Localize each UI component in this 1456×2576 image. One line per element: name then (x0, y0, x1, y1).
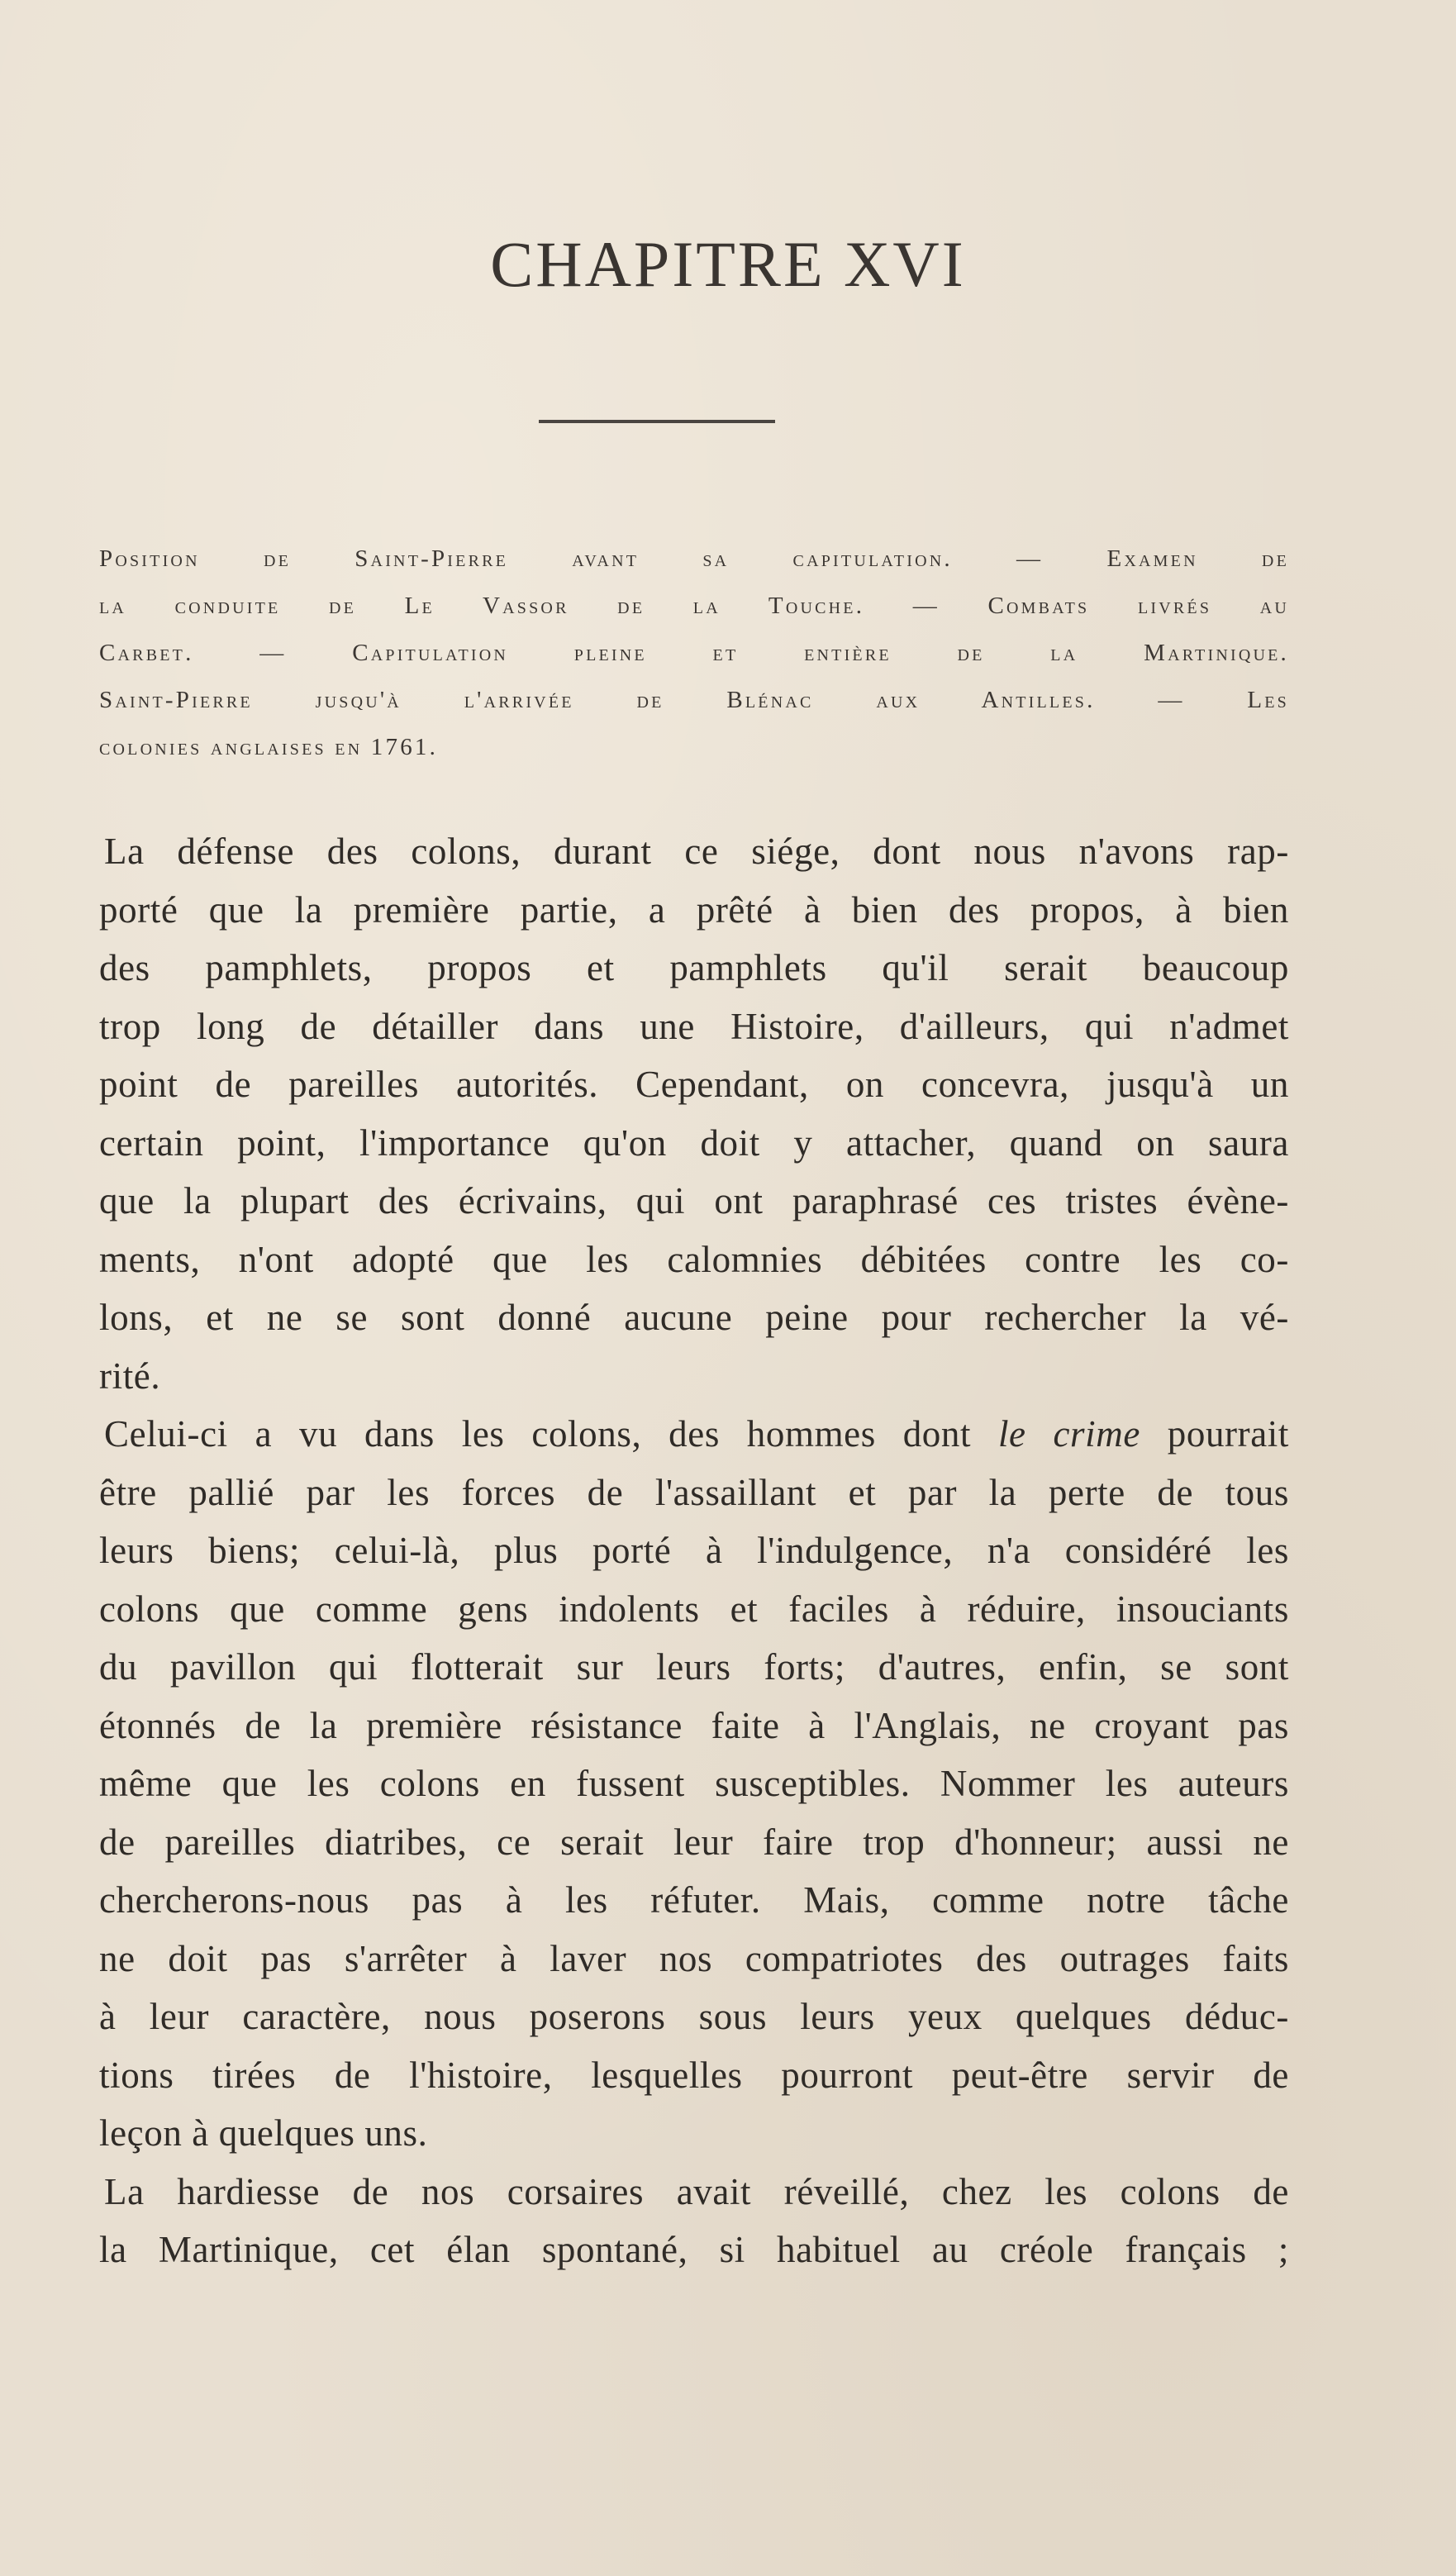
paragraph-2-line: du pavillon qui flotterait sur leurs forts; d'autres, enfin, se sont (99, 1646, 1289, 1688)
paragraph-2-line: leçon à quelques uns. (99, 2112, 428, 2154)
summary-line: la conduite de Le Vassor de la Touche. — Combats livrés au (99, 593, 1289, 619)
summary-line: Carbet. — Capitulation pleine et entière de la Martinique. (99, 640, 1289, 666)
title-divider-rule (539, 420, 775, 423)
paragraph-1-line: ments, n'ont adopté que les calomnies débitées contre les co- (99, 1238, 1289, 1280)
summary-line: colonies anglaises en 1761. (99, 734, 439, 760)
paragraph-1-line: trop long de détailler dans une Histoire, d'ailleurs, qui n'admet (99, 1005, 1289, 1047)
paragraph-1-line: rité. (99, 1355, 161, 1397)
paragraph-3-line: la Martinique, cet élan spontané, si habituel au créole français ; (99, 2229, 1289, 2270)
paragraph-2-line: leurs biens; celui-là, plus porté à l'indulgence, n'a considéré les (99, 1530, 1289, 1571)
chapter-title: CHAPITRE XVI (490, 228, 966, 300)
paragraph-2-line: être pallié par les forces de l'assaillant et par la perte de tous (99, 1471, 1289, 1513)
paragraph-2-line: à leur caractère, nous poserons sous leurs yeux quelques déduc- (99, 1996, 1289, 2037)
chapter-summary (99, 536, 1289, 771)
paragraph-1-line: certain point, l'importance qu'on doit y attacher, quand on saura (99, 1121, 1289, 1164)
paragraph-1-line: point de pareilles autorités. Cependant, on concevra, jusqu'à un (99, 1064, 1289, 1105)
paragraph-1-line: des pamphlets, propos et pamphlets qu'il serait beaucoup (99, 947, 1289, 988)
paragraph-2-line: de pareilles diatribes, ce serait leur faire trop d'honneur; aussi ne (99, 1821, 1289, 1863)
paragraph-1-line: lons, et ne se sont donné aucune peine pour rechercher la vé- (99, 1297, 1289, 1338)
paragraph-3-line: La hardiesse de nos corsaires avait réveillé, chez les colons de (104, 2170, 1289, 2212)
paragraph-2-line: ne doit pas s'arrêter à laver nos compatriotes des outrages faits (99, 1937, 1289, 1979)
paragraph-2-text: Celui-ci a vu dans les colons, des hommes dont (104, 1413, 998, 1455)
paragraph-2-line: même que les colons en fussent susceptibles. Nommer les auteurs (99, 1763, 1289, 1804)
paragraph-2-text: pourrait (1140, 1413, 1289, 1455)
paragraph-1-line: que la plupart des écrivains, qui ont paraphrasé ces tristes évène- (99, 1180, 1289, 1221)
paragraph-2-line: chercherons-nous pas à les réfuter. Mais, comme notre tâche (99, 1879, 1289, 1921)
paragraph-2-first-line (99, 1405, 1289, 1464)
paragraph-2-italic: le crime (997, 1413, 1140, 1455)
paragraph-2-line: étonnés de la première résistance faite à l'Anglais, ne croyant pas (99, 1704, 1289, 1746)
paragraph-1-line: La défense des colons, durant ce siége, dont nous n'avons rap- (104, 831, 1289, 872)
paragraph-2-line: colons que comme gens indolents et faciles à réduire, insouciants (99, 1588, 1289, 1630)
summary-line: Position de Saint-Pierre avant sa capitulation. — Examen de (99, 545, 1289, 572)
summary-line: Saint-Pierre jusqu'à l'arrivée de Blénac aux Antilles. — Les (99, 687, 1289, 713)
paragraph-2-line: tions tirées de l'histoire, lesquelles pourront peut-être servir de (99, 2054, 1289, 2096)
paragraph-1-line: porté que la première partie, a prêté à bien des propos, à bien (99, 888, 1289, 931)
body-text (99, 822, 1289, 2279)
